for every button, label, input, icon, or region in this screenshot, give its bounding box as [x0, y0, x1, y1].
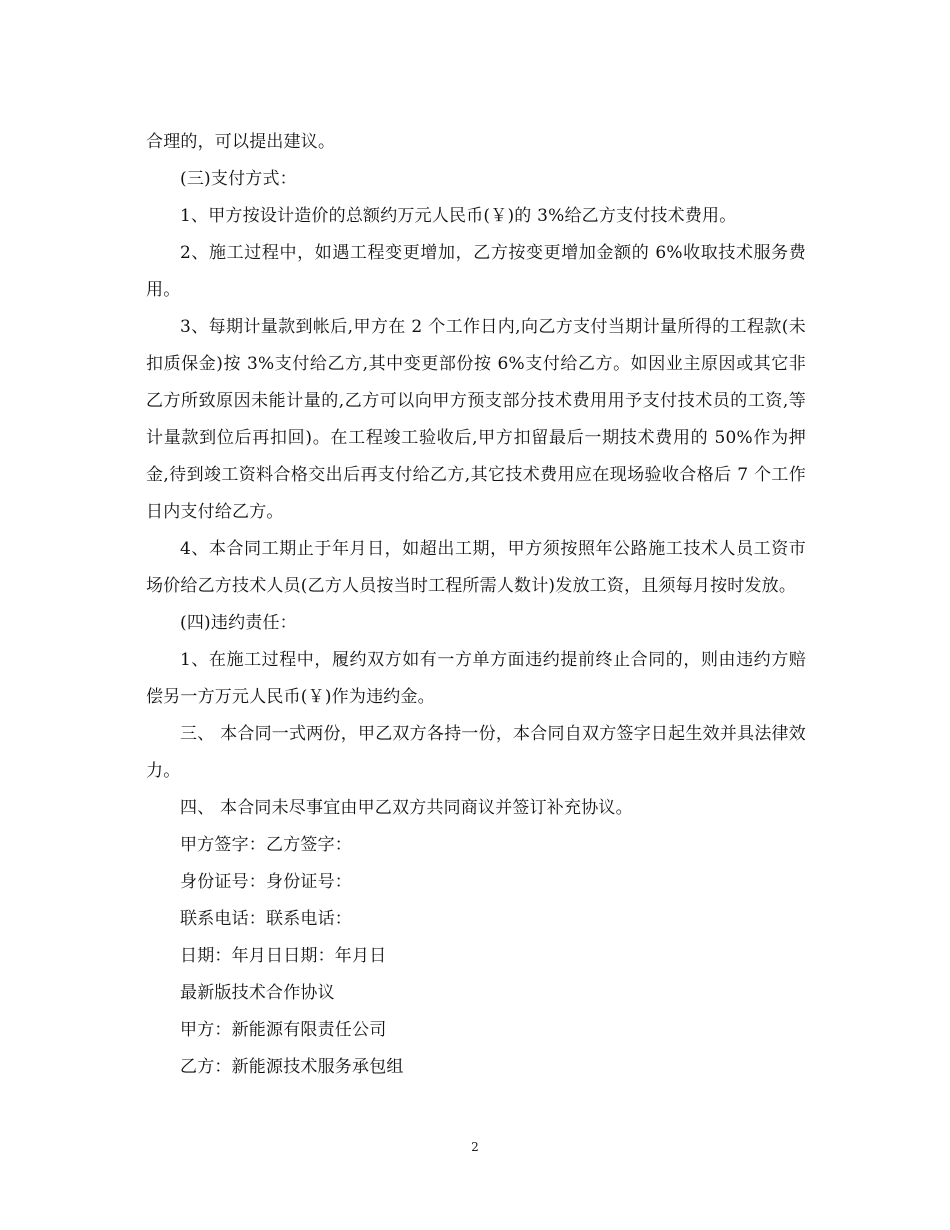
breach-clause-1: 1、在施工过程中，履约双方如有一方单方面违约提前终止合同的，则由违约方赔偿另一方万元人民币(￥)作为违约金。 [146, 650, 806, 707]
payment-clause-3: 3、每期计量款到帐后,甲方在 2 个工作日内,向乙方支付当期计量所得的工程款(未扣质保金)按 3%支付给乙方,其中变更部份按 6%支付给乙方。如因业主原因或其它非乙方所致原因未能计量的,乙方可以向甲方预支部分技术费用用予支付技术员的工资,等计量款到位后再扣回)。在工程竣工验收后,甲方扣留最后一期技术费用的 50%作为押金,待到竣工资料合格交出后再支付给乙方,其它技术费用应在现场验收合格后 7 个工作日内支付给乙方。 [146, 317, 806, 522]
agreement-title: 最新版技术合作协议 [180, 983, 335, 1003]
phone-line: 联系电话：联系电话： [180, 909, 352, 929]
contract-copies-clause: 三、 本合同一式两份，甲乙双方各持一份，本合同自双方签字日起生效并具法律效力。 [146, 724, 806, 781]
paragraph-continuation: 合理的，可以提出建议。 [146, 132, 336, 152]
page-number: 2 [471, 1140, 479, 1154]
party-b-line: 乙方：新能源技术服务承包组 [180, 1057, 404, 1077]
section-heading-breach: (四)违约责任： [180, 613, 297, 633]
payment-clause-4: 4、本合同工期止于年月日，如超出工期，甲方须按照年公路施工技术人员工资市场价给乙方技术人员(乙方人员按当时工程所需人数计)发放工资，且须每月按时发放。 [146, 539, 806, 596]
signature-line: 甲方签字：乙方签字： [180, 835, 352, 855]
document-body [146, 124, 806, 1086]
payment-clause-2: 2、施工过程中，如遇工程变更增加，乙方按变更增加金额的 6%收取技术服务费用。 [146, 243, 806, 300]
section-heading-payment: (三)支付方式： [180, 169, 297, 189]
payment-clause-1: 1、甲方按设计造价的总额约万元人民币(￥)的 3%给乙方支付技术费用。 [180, 206, 737, 226]
supplementary-clause: 四、 本合同未尽事宜由甲乙双方共同商议并签订补充协议。 [180, 798, 633, 818]
id-number-line: 身份证号：身份证号： [180, 872, 352, 892]
party-a-line: 甲方：新能源有限责任公司 [180, 1020, 387, 1040]
date-line: 日期：年月日日期：年月日 [180, 946, 387, 966]
